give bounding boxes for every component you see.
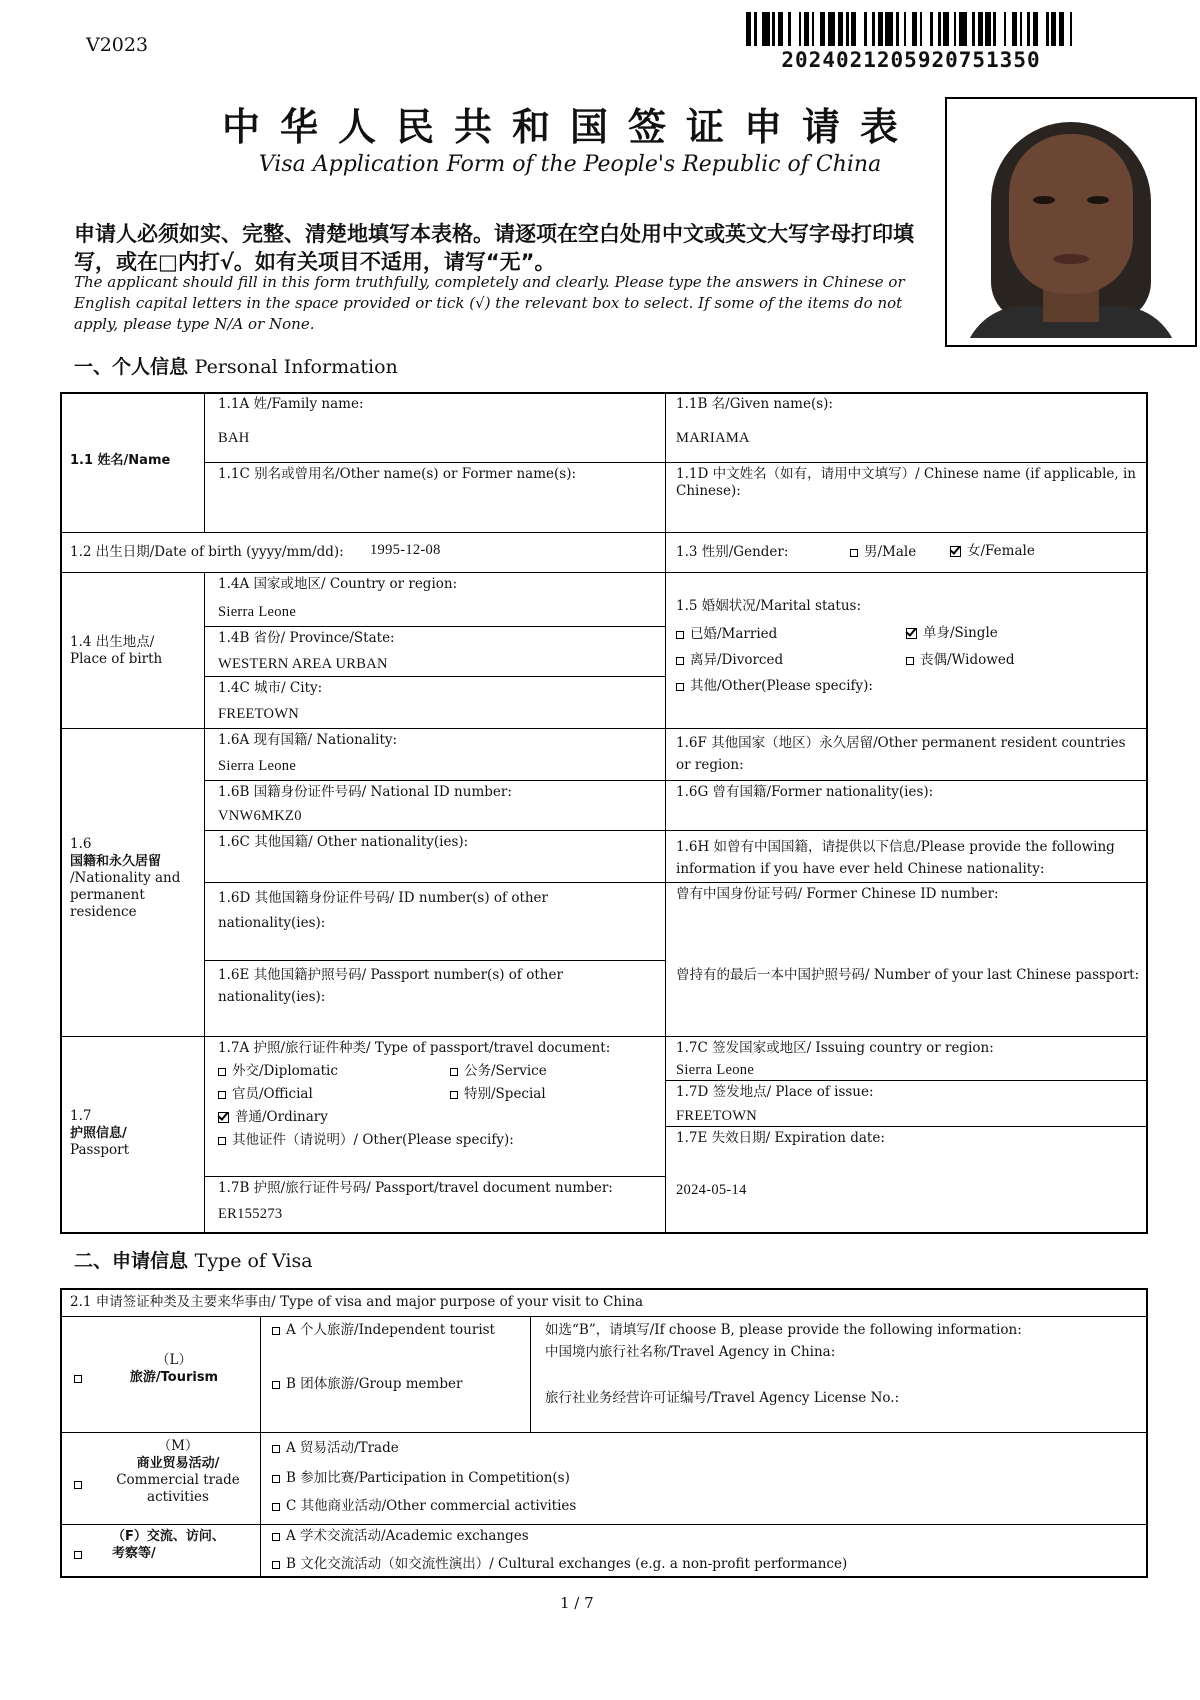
province-value[interactable]: WESTERN AREA URBAN [218, 656, 388, 672]
nationality-value[interactable]: Sierra Leone [218, 758, 297, 774]
title-chinese: 中华人民共和国签证申请表 [221, 105, 918, 149]
issuing-country-label: 1.7C 签发国家或地区/ Issuing country or region: [676, 1040, 994, 1056]
marital-label: 1.5 婚姻状况/Marital status: [676, 598, 862, 614]
former-chinese-nationality-label: 1.6H 如曾有中国国籍，请提供以下信息/Please provide the following information if you have ever held Chinese nationality: [676, 839, 1115, 877]
passport-type-ordinary[interactable]: 普通/Ordinary [218, 1109, 328, 1126]
independent-tourist-option[interactable]: A 个人旅游/Independent tourist [272, 1322, 495, 1339]
nationality-section-label: 1.6 国籍和永久居留 /Nationality and permanent residence [70, 836, 181, 920]
marital-divorced-option[interactable]: 离异/Divorced [676, 652, 783, 669]
marital-married-option[interactable]: 已婚/Married [676, 626, 777, 643]
place-of-issue-label: 1.7D 签发地点/ Place of issue: [676, 1084, 874, 1100]
passport-type-other[interactable]: 其他证件（请说明）/ Other(Please specify): [218, 1132, 514, 1149]
competition-option[interactable]: B 参加比赛/Participation in Competition(s) [272, 1470, 570, 1487]
province-label: 1.4B 省份/ Province/State: [218, 630, 395, 646]
tourism-checkbox[interactable] [74, 1375, 82, 1383]
passport-type-label: 1.7A 护照/旅行证件种类/ Type of passport/travel document: [218, 1040, 611, 1056]
other-name-label: 1.1C 别名或曾用名/Other name(s) or Former name(s): [218, 466, 577, 482]
tourism-checkbox-wrap[interactable] [74, 1370, 88, 1387]
perm-residence-label: 1.6F 其他国家（地区）永久居留/Other permanent resident countries or region: [676, 735, 1126, 773]
given-name-value[interactable]: MARIAMA [676, 430, 750, 446]
given-name-label: 1.1B 名/Given name(s): [676, 396, 833, 412]
competition-checkbox[interactable] [272, 1475, 280, 1483]
other-doc-checkbox[interactable] [218, 1137, 226, 1145]
national-id-value[interactable]: VNW6MKZ0 [218, 808, 302, 824]
academic-exchange-checkbox[interactable] [272, 1533, 280, 1541]
commercial-checkbox-wrap[interactable] [74, 1476, 88, 1493]
issuing-country-value[interactable]: Sierra Leone [676, 1062, 755, 1078]
marital-married-checkbox[interactable] [676, 631, 684, 639]
nationality-label: 1.6A 现有国籍/ Nationality: [218, 732, 398, 748]
barcode-bar [922, 12, 930, 46]
passport-type-service[interactable]: 公务/Service [450, 1063, 547, 1080]
national-id-label: 1.6B 国籍身份证件号码/ National ID number: [218, 784, 512, 800]
group-member-option[interactable]: B 团体旅游/Group member [272, 1376, 462, 1393]
gender-female-checkbox[interactable] [950, 546, 961, 557]
name-label: 1.1 姓名/Name [70, 453, 171, 468]
travel-agency-label: 中国境内旅行社名称/Travel Agency in China: [545, 1344, 836, 1360]
barcode-bar [791, 12, 799, 46]
independent-tourist-checkbox[interactable] [272, 1327, 280, 1335]
place-of-issue-value[interactable]: FREETOWN [676, 1108, 758, 1124]
marital-divorced-checkbox[interactable] [676, 657, 684, 665]
passport-type-diplomatic[interactable]: 外交/Diplomatic [218, 1063, 338, 1080]
gender-male-option[interactable]: 男/Male [850, 544, 916, 561]
expiration-label: 1.7E 失效日期/ Expiration date: [676, 1130, 885, 1146]
barcode-bars [746, 12, 1076, 46]
marital-other-checkbox[interactable] [676, 683, 684, 691]
dob-value[interactable]: 1995-12-08 [370, 542, 441, 558]
barcode-bar [959, 12, 967, 46]
diplomatic-checkbox[interactable] [218, 1068, 226, 1076]
barcode-bar [828, 12, 836, 46]
applicant-photo [945, 97, 1197, 347]
former-chinese-id-label: 曾有中国身份证号码/ Former Chinese ID number: [676, 886, 999, 902]
passport-number-label: 1.7B 护照/旅行证件号码/ Passport/travel document number: [218, 1180, 613, 1196]
passport-type-official[interactable]: 官员/Official [218, 1086, 313, 1103]
gender-female-option[interactable]: 女/Female [950, 543, 1035, 560]
city-label: 1.4C 城市/ City: [218, 680, 323, 696]
title-english: Visa Application Form of the People's Republic of China [258, 152, 882, 177]
special-checkbox[interactable] [450, 1091, 458, 1099]
commercial-checkbox[interactable] [74, 1481, 82, 1489]
barcode-number: 20240212059207513​50 [781, 48, 1041, 72]
section-personal-info-title: 一、个人信息 Personal Information [74, 356, 398, 378]
marital-single-option[interactable]: 单身/Single [906, 625, 998, 642]
choose-b-info-label: 如选“B”，请填写/If choose B, please provide the following information: [545, 1322, 1022, 1338]
family-name-label: 1.1A 姓/Family name: [218, 396, 364, 412]
passport-section-label: 1.7 护照信息/ Passport [70, 1108, 130, 1158]
barcode-bar [1038, 12, 1046, 46]
service-checkbox[interactable] [450, 1068, 458, 1076]
marital-widowed-option[interactable]: 丧偶/Widowed [906, 652, 1014, 669]
country-value[interactable]: Sierra Leone [218, 604, 297, 620]
barcode-bar [856, 12, 864, 46]
cultural-exchange-checkbox[interactable] [272, 1561, 280, 1569]
marital-single-checkbox[interactable] [906, 628, 917, 639]
family-name-value[interactable]: BAH [218, 430, 250, 446]
former-nationality-label: 1.6G 曾有国籍/Former nationality(ies): [676, 784, 934, 800]
marital-widowed-checkbox[interactable] [906, 657, 914, 665]
visa-purpose-label: 2.1 申请签证种类及主要来华事由/ Type of visa and major purpose of your visit to China [70, 1294, 644, 1310]
commercial-label: （M） 商业贸易活动/ Commercial trade activities [116, 1438, 240, 1505]
academic-exchange-option[interactable]: A 学术交流活动/Academic exchanges [272, 1528, 529, 1545]
barcode-bar [762, 12, 770, 46]
exchange-checkbox-wrap[interactable] [74, 1546, 88, 1563]
other-commercial-checkbox[interactable] [272, 1503, 280, 1511]
agency-license-label: 旅行社业务经营许可证编号/Travel Agency License No.: [545, 1390, 900, 1406]
trade-checkbox[interactable] [272, 1445, 280, 1453]
section-visa-type-title: 二、申请信息 Type of Visa [74, 1250, 313, 1272]
city-value[interactable]: FREETOWN [218, 706, 300, 722]
instruction-chinese: 申请人必须如实、完整、清楚地填写本表格。请逐项在空白处用中文或英文大写字母打印填写，或在□内打√。如有关项目不适用，请写“无”。 [74, 222, 914, 274]
chinese-name-label: 1.1D 中文姓名（如有，请用中文填写）/ Chinese name (if applicable, in Chinese): [676, 466, 1136, 499]
dob-label: 1.2 出生日期/Date of birth (yyyy/mm/dd): [70, 544, 344, 560]
exchange-label: （F）交流、访问、 考察等/ [112, 1529, 225, 1561]
cultural-exchange-option[interactable]: B 文化交流活动（如交流性演出）/ Cultural exchanges (e.g. a non-profit performance) [272, 1556, 847, 1573]
barcode [746, 12, 1076, 72]
gender-label: 1.3 性别/Gender: [676, 544, 789, 560]
ordinary-checkbox[interactable] [218, 1112, 229, 1123]
country-label: 1.4A 国家或地区/ Country or region: [218, 576, 458, 592]
instruction-english: The applicant should fill in this form truthfully, completely and clearly. Please type the answers in Chinese or English capital letters in the space provided or tick (√) the relevant box to select. If some of the items do not apply, please type N/A or None. [74, 273, 905, 333]
barcode-bar [885, 12, 893, 46]
group-member-checkbox[interactable] [272, 1381, 280, 1389]
official-checkbox[interactable] [218, 1091, 226, 1099]
last-chinese-passport-label: 曾持有的最后一本中国护照号码/ Number of your last Chinese passport: [676, 967, 1140, 983]
passport-number-value[interactable]: ER155273 [218, 1206, 283, 1222]
pob-label: 1.4 出生地点/ Place of birth [70, 634, 163, 667]
trade-option[interactable]: A 贸易活动/Trade [272, 1440, 399, 1457]
gender-male-checkbox[interactable] [850, 549, 858, 557]
other-passport-label: 1.6E 其他国籍护照号码/ Passport number(s) of other nationality(ies): [218, 967, 563, 1005]
barcode-bar [996, 12, 1004, 46]
other-id-label: 1.6D 其他国籍身份证件号码/ ID number(s) of other nationality(ies): [218, 890, 549, 931]
passport-type-special[interactable]: 特别/Special [450, 1086, 546, 1103]
barcode-bar [1072, 12, 1075, 46]
page-number: 1 / 7 [560, 1594, 594, 1612]
expiration-value[interactable]: 2024-05-14 [676, 1182, 747, 1198]
exchange-checkbox[interactable] [74, 1551, 82, 1559]
other-commercial-option[interactable]: C 其他商业活动/Other commercial activities [272, 1498, 576, 1515]
other-nationality-label: 1.6C 其他国籍/ Other nationality(ies): [218, 834, 469, 850]
marital-other-option[interactable]: 其他/Other(Please specify): [676, 678, 873, 695]
tourism-label: （L） 旅游/Tourism [129, 1352, 219, 1385]
form-version: V2023 [86, 34, 149, 56]
